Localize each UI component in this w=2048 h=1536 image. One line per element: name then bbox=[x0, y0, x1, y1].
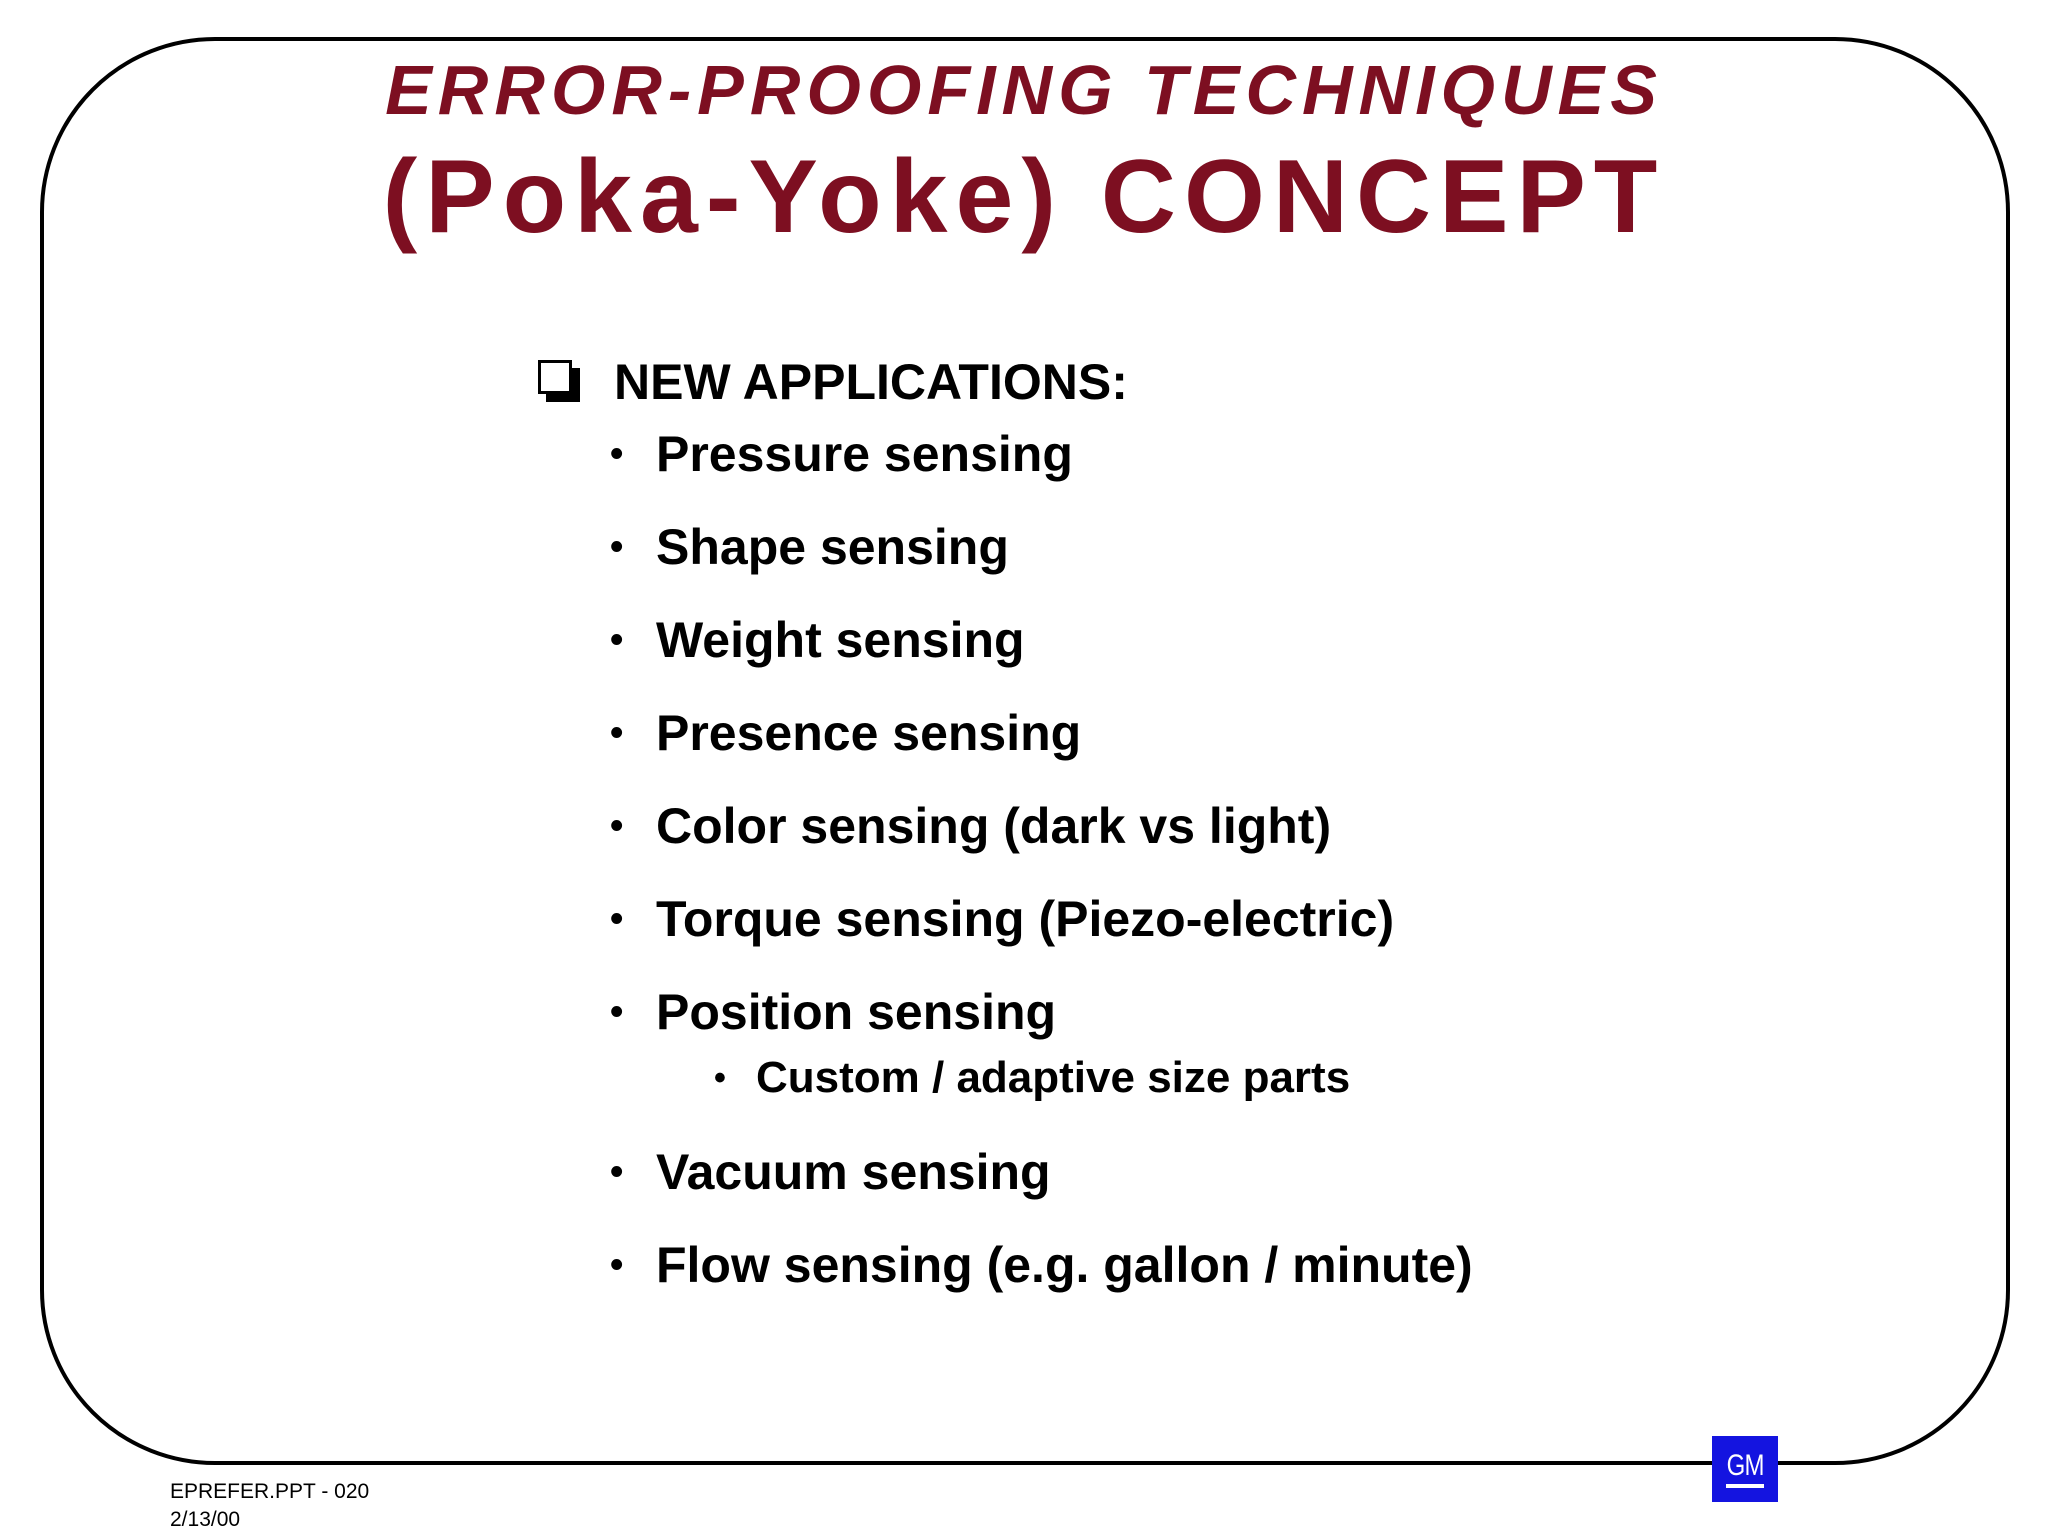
bullet-list bbox=[538, 424, 1938, 1295]
list-item-text: Shape sensing bbox=[656, 519, 1009, 575]
gm-logo bbox=[1712, 1436, 1778, 1502]
section-title: NEW APPLICATIONS: bbox=[614, 354, 1128, 410]
sub-list-item-text: Custom / adaptive size parts bbox=[756, 1053, 1351, 1102]
list-item-text: Presence sensing bbox=[656, 705, 1082, 761]
list-item bbox=[610, 424, 1938, 484]
slide-subtitle: (Poka-Yoke) CONCEPT bbox=[382, 139, 1666, 255]
file-reference: EPREFER.PPT - 020 bbox=[170, 1480, 370, 1503]
list-item bbox=[610, 1142, 1938, 1202]
list-item bbox=[610, 1235, 1938, 1295]
list-item bbox=[610, 889, 1938, 949]
bullet-icon: • bbox=[610, 1151, 624, 1193]
bullet-icon: • bbox=[610, 712, 624, 754]
bullet-icon: • bbox=[610, 526, 624, 568]
slide-title: ERROR-PROOFING TECHNIQUES bbox=[385, 51, 1663, 129]
bullet-icon: • bbox=[610, 805, 624, 847]
bullet-icon: • bbox=[610, 898, 624, 940]
list-item bbox=[610, 610, 1938, 670]
bullet-icon: • bbox=[714, 1059, 726, 1097]
list-item-text: Position sensing bbox=[656, 984, 1057, 1040]
gm-logo-underline bbox=[1726, 1484, 1764, 1488]
section-header bbox=[538, 350, 1938, 414]
list-item bbox=[610, 703, 1938, 763]
list-item-text: Pressure sensing bbox=[656, 426, 1073, 482]
bullet-icon: • bbox=[610, 1244, 624, 1286]
new-applications-section bbox=[538, 350, 1938, 1328]
list-item bbox=[610, 796, 1938, 856]
sub-list-item bbox=[714, 1052, 1938, 1104]
gm-logo-text: GM bbox=[1726, 1448, 1764, 1482]
bullet-icon: • bbox=[610, 433, 624, 475]
list-item-text: Weight sensing bbox=[656, 612, 1025, 668]
checkbox-icon bbox=[538, 360, 582, 404]
footer-date: 2/13/00 bbox=[170, 1508, 241, 1531]
bullet-icon: • bbox=[610, 619, 624, 661]
bullet-icon: • bbox=[610, 991, 624, 1033]
list-item bbox=[610, 982, 1938, 1042]
list-item-text: Color sensing (dark vs light) bbox=[656, 798, 1332, 854]
list-item-text: Vacuum sensing bbox=[656, 1144, 1051, 1200]
footer bbox=[170, 1478, 369, 1534]
list-item-text: Torque sensing (Piezo-electric) bbox=[656, 891, 1395, 947]
list-item-text: Flow sensing (e.g. gallon / minute) bbox=[656, 1237, 1473, 1293]
list-item bbox=[610, 517, 1938, 577]
